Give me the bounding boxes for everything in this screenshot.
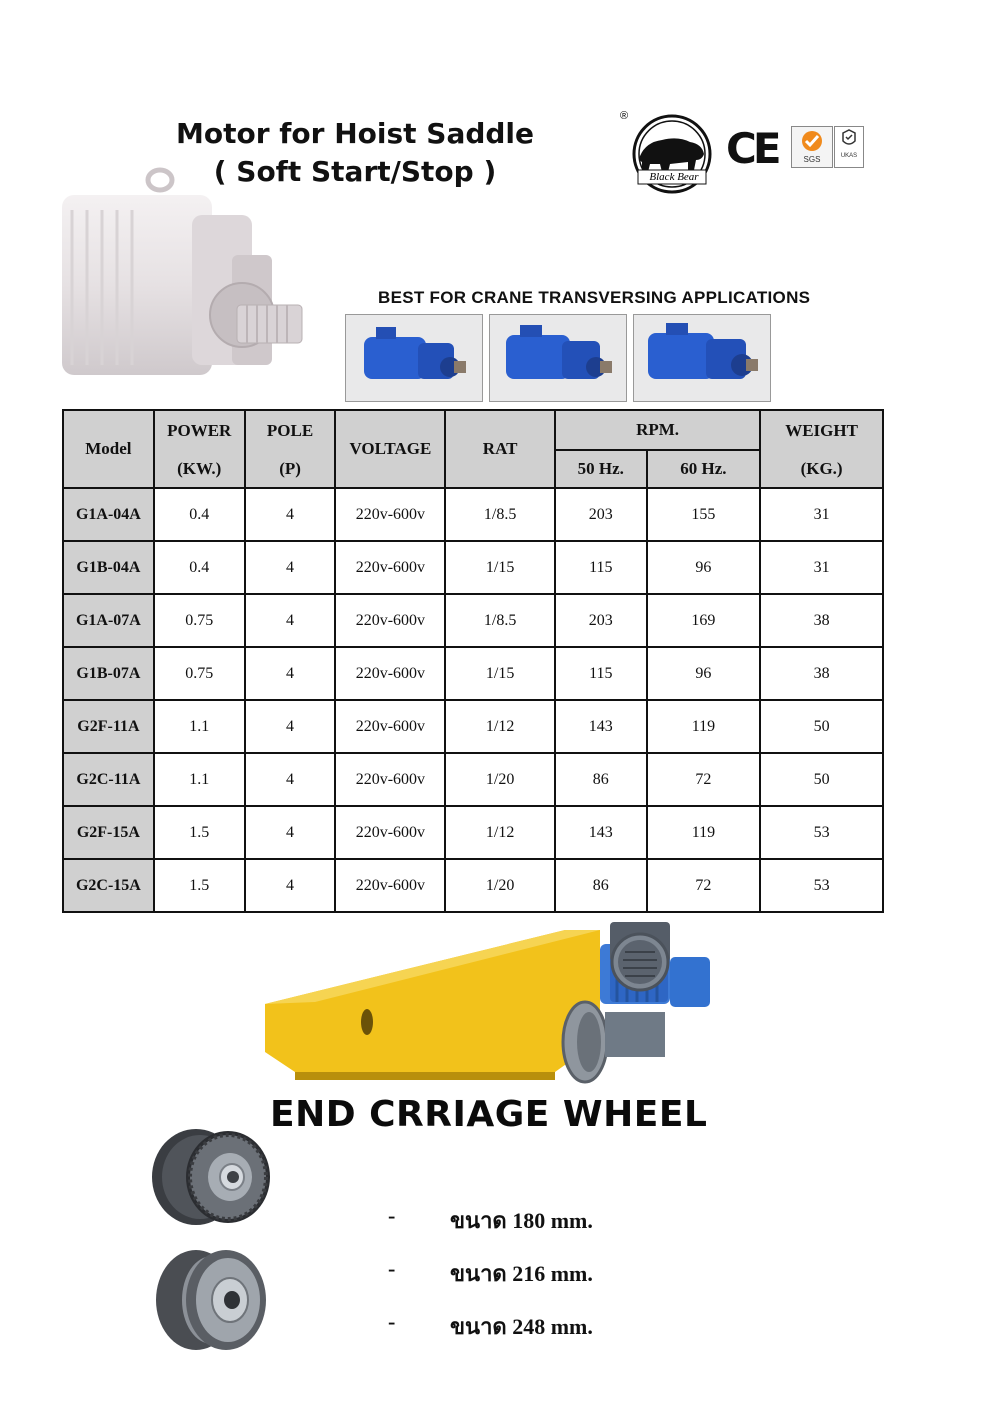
table-row: [63, 753, 883, 806]
cell-rpm-60hz: 72: [647, 859, 761, 912]
cell-rat: 1/15: [445, 541, 555, 594]
bullet: -: [388, 1256, 396, 1281]
cell-rpm-60hz: 119: [647, 700, 761, 753]
cell-pole: 4: [245, 541, 336, 594]
black-bear-logo: [620, 110, 720, 195]
geared-wheel-image: [148, 1125, 273, 1230]
cell-rat: 1/12: [445, 806, 555, 859]
cell-rat: 1/20: [445, 859, 555, 912]
cell-voltage: 220v-600v: [335, 806, 445, 859]
end-carriage-title: END CRRIAGE WHEEL: [270, 1094, 708, 1135]
cell-model: G1B-04A: [63, 541, 154, 594]
cell-model: G1A-07A: [63, 594, 154, 647]
header-weight: WEIGHT: [760, 410, 883, 450]
header-pole: POLE: [245, 410, 336, 450]
cell-voltage: 220v-600v: [335, 859, 445, 912]
application-photo-1: [345, 314, 483, 402]
cell-weight: 31: [760, 541, 883, 594]
application-photo-2: [489, 314, 627, 402]
table-row: [63, 859, 883, 912]
cell-power: 0.75: [154, 594, 245, 647]
header-model: Model: [63, 410, 154, 488]
cell-rpm-50hz: 143: [555, 700, 647, 753]
cell-rpm-60hz: 119: [647, 806, 761, 859]
cell-rpm-60hz: 155: [647, 488, 761, 541]
cell-model: G1A-04A: [63, 488, 154, 541]
wheel-size-list: [388, 1203, 688, 1362]
bullet: -: [388, 1203, 396, 1228]
list-item: [388, 1203, 688, 1256]
cell-model: G2C-15A: [63, 859, 154, 912]
ukas-label: UKAS: [840, 153, 858, 159]
list-item: [388, 1256, 688, 1309]
cell-weight: 50: [760, 700, 883, 753]
cell-pole: 4: [245, 806, 336, 859]
cell-voltage: 220v-600v: [335, 753, 445, 806]
application-photo-3: [633, 314, 771, 402]
hoist-motor-image: [62, 165, 312, 405]
cell-pole: 4: [245, 859, 336, 912]
cell-power: 1.1: [154, 753, 245, 806]
cell-voltage: 220v-600v: [335, 488, 445, 541]
applications-caption: BEST FOR CRANE TRANSVERSING APPLICATIONS: [378, 288, 811, 307]
flanged-wheel-image: [152, 1245, 272, 1355]
wheel-size: ขนาด 216 mm.: [450, 1261, 593, 1286]
cell-model: G2C-11A: [63, 753, 154, 806]
cell-rpm-50hz: 86: [555, 753, 647, 806]
cell-pole: 4: [245, 700, 336, 753]
table-row: [63, 541, 883, 594]
wheel-size: ขนาด 248 mm.: [450, 1314, 593, 1339]
cell-rpm-50hz: 115: [555, 647, 647, 700]
header-rat: RAT: [445, 410, 555, 488]
header-rpm-60hz: 60 Hz.: [647, 450, 761, 488]
cell-power: 0.75: [154, 647, 245, 700]
cell-rpm-60hz: 96: [647, 541, 761, 594]
cell-rat: 1/20: [445, 753, 555, 806]
header-rpm: RPM.: [555, 410, 760, 450]
cell-pole: 4: [245, 753, 336, 806]
title-line-1: Motor for Hoist Saddle: [175, 117, 535, 150]
brand-name: Black Bear: [649, 171, 699, 183]
cell-rat: 1/8.5: [445, 488, 555, 541]
header-rpm-50hz: 50 Hz.: [555, 450, 647, 488]
cell-rpm-60hz: 96: [647, 647, 761, 700]
header-weight-unit: (KG.): [760, 450, 883, 488]
cell-power: 1.1: [154, 700, 245, 753]
cell-rpm-50hz: 203: [555, 594, 647, 647]
cell-rat: 1/15: [445, 647, 555, 700]
cell-model: G1B-07A: [63, 647, 154, 700]
cell-rpm-50hz: 115: [555, 541, 647, 594]
cell-pole: 4: [245, 594, 336, 647]
cell-rat: 1/12: [445, 700, 555, 753]
table-row: [63, 806, 883, 859]
title-line-2: ( Soft Start/Stop ): [213, 155, 497, 188]
wheel-size: ขนาด 180 mm.: [450, 1208, 593, 1233]
cell-model: G2F-15A: [63, 806, 154, 859]
ce-mark: CE: [726, 124, 778, 173]
table-row: [63, 647, 883, 700]
cell-rpm-60hz: 72: [647, 753, 761, 806]
sgs-certification-logo: [791, 126, 833, 168]
cell-voltage: 220v-600v: [335, 647, 445, 700]
header-voltage: VOLTAGE: [335, 410, 445, 488]
cell-pole: 4: [245, 647, 336, 700]
cell-rpm-50hz: 143: [555, 806, 647, 859]
specification-table: [62, 409, 884, 913]
cell-rpm-50hz: 203: [555, 488, 647, 541]
sgs-label: SGS: [803, 155, 821, 164]
cell-rat: 1/8.5: [445, 594, 555, 647]
cell-power: 0.4: [154, 488, 245, 541]
list-item: [388, 1309, 688, 1362]
cell-power: 0.4: [154, 541, 245, 594]
header-power: POWER: [154, 410, 245, 450]
bullet: -: [388, 1309, 396, 1334]
cell-rpm-60hz: 169: [647, 594, 761, 647]
ukas-certification-logo: [834, 126, 864, 168]
cell-voltage: 220v-600v: [335, 594, 445, 647]
header-power-unit: (KW.): [154, 450, 245, 488]
cell-power: 1.5: [154, 806, 245, 859]
cell-voltage: 220v-600v: [335, 541, 445, 594]
cell-weight: 31: [760, 488, 883, 541]
table-row: [63, 488, 883, 541]
cell-weight: 38: [760, 594, 883, 647]
cell-power: 1.5: [154, 859, 245, 912]
cell-weight: 53: [760, 806, 883, 859]
header-pole-unit: (P): [245, 450, 336, 488]
end-carriage-image: [255, 922, 740, 1087]
table-row: [63, 700, 883, 753]
cell-rpm-50hz: 86: [555, 859, 647, 912]
cell-pole: 4: [245, 488, 336, 541]
cell-weight: 38: [760, 647, 883, 700]
cell-model: G2F-11A: [63, 700, 154, 753]
cell-weight: 50: [760, 753, 883, 806]
table-row: [63, 594, 883, 647]
registered-mark: ®: [620, 110, 629, 122]
cell-weight: 53: [760, 859, 883, 912]
cell-voltage: 220v-600v: [335, 700, 445, 753]
